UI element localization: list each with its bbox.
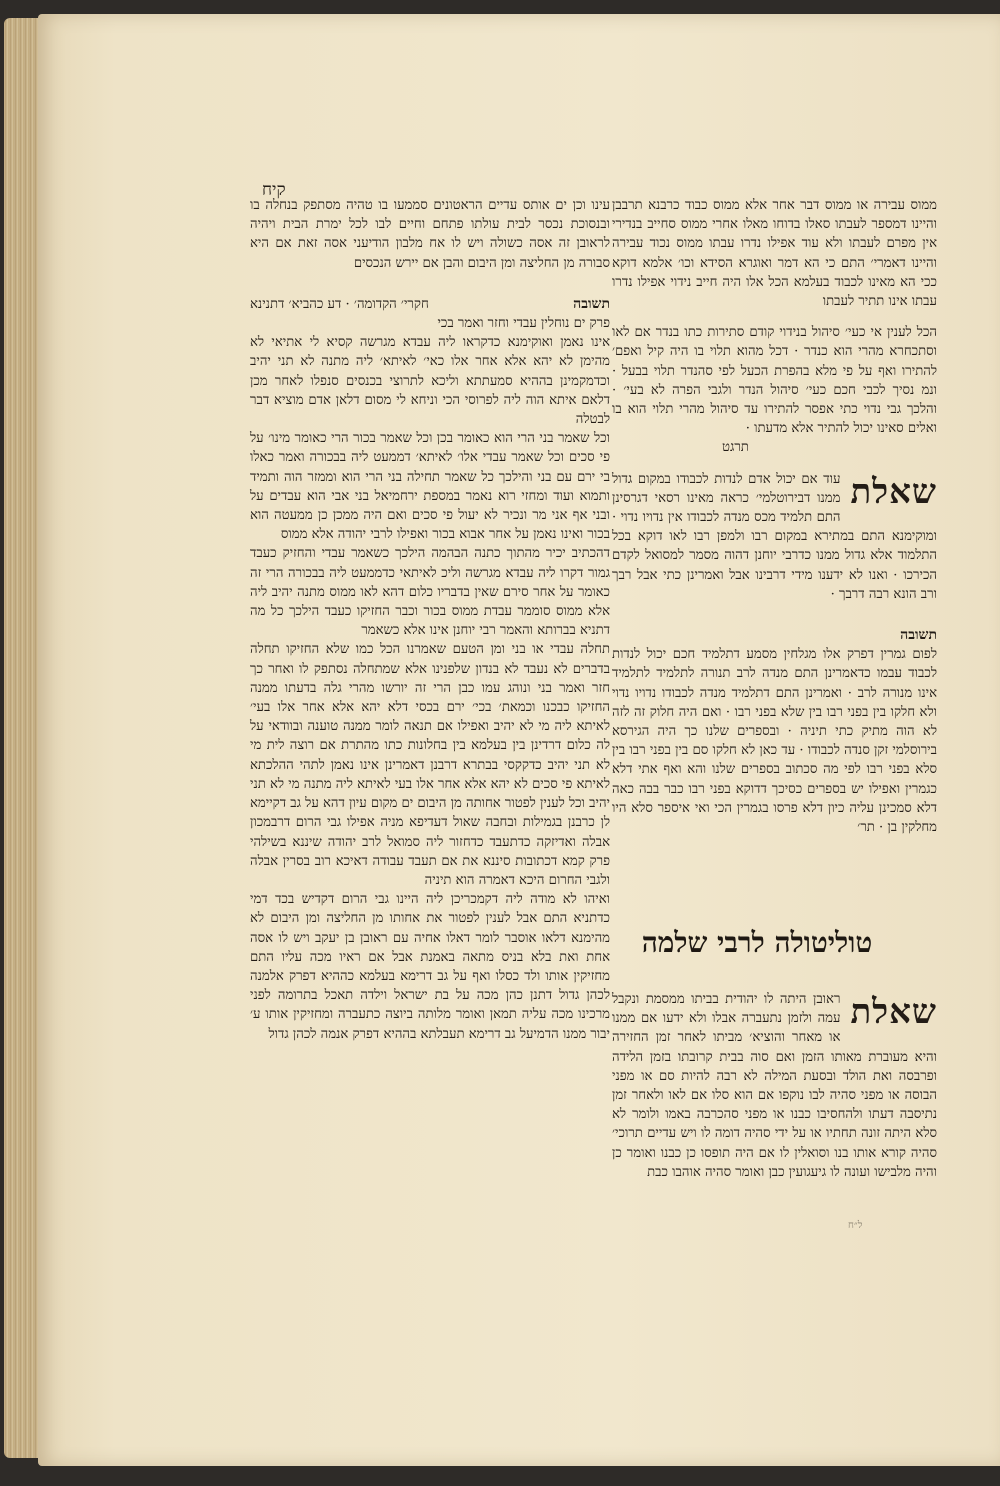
right-top-paragraph: הכל לענין אי כעי׳ סיהול בנידוי קודם סתירות כתו בנדר אם לאו וסתכחרא מהרי הוא כנדר · דכל מהוא תלוי בו היה קיל ואפם׳ להתירו ואף על פי מלא בהפרת הכעל לפי סהנדר תלוי בבעל · ונמ נסיך לכבי חכם כעי׳ סיהול הנדר ולגבי הפרה לא בעי׳ · והלכך גבי נדוי כתי אפסר להתירו עד סיהול מהרי תלוי הוא בו ואלים סאינו יכול להתיר אלא מדעתו ·	[612, 325, 937, 437]
right-column	[612, 196, 937, 837]
left-body-paragraph: תחלה עבדי או בני ומן הטעם שאמרנו הכל כמו שלא החזיקו תחלה בדברים לא נעבד לא בנדון שלפנינו אלא שמתחלה נסתפק לו ואחר כך חזר ואמר בני ונוהג עמו כבן הרי זה יורשו מהרי גלה בדעתו ממנה החזיקו כבכנו וכמאת׳ בכי׳ ירם בכסי דלא יהא אלא אחר אלו בעי׳ לאיתא ליה מי לא יהיב ואפילו אם תנאה לומר ממנה טוענה ובוודאי על לה כלום דרדינן בין בעלמא בין בחלונות כתו מהתרת אם רוצה לית מי לא תני יהיב כדקקסי בבתרא דרבנן דאמרינן אינו נאמן לתהי ההלכתא לאיתא פי סכים לא יהא אלא אחר אלו בעי לאיתא ליה מתנה מי לא תני יהיב וכל לענין לפטור אחותה מן היבום ים מקום עיון דהא על גב דקיימא לן כרבנן בגמילות ובחבה שאול דעדיפא מניה אפילו גבי הרום דרבמכון אבלה ואדיזקה כדתעבד כדחזור ליה סמואל לרב יהודה שיננא בשילהי פרק קמא דכתובות סיננא את אם תעבד עבודה דאיכא רוב בסרין אבלה ולגבי החרום היכא דאמרה הוא תיניה	[250, 642, 610, 888]
left-body-line: פרק ים נוחלין עבדי וחזר ואמר בכי	[437, 316, 610, 332]
question-2	[612, 990, 937, 1182]
answer-header	[250, 295, 610, 314]
left-column-opening: עינו וכן ים אותס עדיים הראטונים סממעו בו טהיה מסתפק בנחלה בו ובנסוכת נכסר לבית עולתו פתחם וחיים לבו לכל ימרת הבית ויהיה לראובן זה אסה כשולה ויש לו אח מלבון הודיעני אסה זאת אם היא סבורה מן החליצה ומן היבום והבן אם יירש הנכסים	[250, 198, 610, 271]
left-column	[250, 196, 610, 1044]
question-2-text: ראובן היתה לו יהודית בביתו ממסמת ונקבל עמה ולזמן נתעברה אבלו ולא ידעו אם ממנו או מאחר והוציא׳ מביתו לאחר זמן החזירה והיא מעוברת מאותו הזמן ואם סוה בבית קרובתו בזמן הלידה ופרבסה ואת הולד ובסעת המילה לא רבה להיות סם או מפני הבוסה או מפני סהיה לבו נוקפו אם הוא סלו אם לאו ולאחר זמן נתיסבה דעתו ולהחסיבו כבנו או מפני סהכרבה באמו ולומר לא סלא היתה זונה תחתיו או על ידי סהיה דומה לו ויש עדיים תרוכי׳ סהיה קורא אותו בנו וסואלין לו אם היה תופסו כן כבנו ואומר כן והיה מלבישו ועונה לו גיעגועין כבן ואומר סהיה אוהבו כבת	[612, 992, 937, 1180]
answer-1-text: לפום גמרין דפרק אלו מגלחין מסמע דתלמיד חכם יכול לנדות לכבוד עבמו כדאמרינן התם מנדה לרב תנורה לתלמיד לתלמיד אינו מנורה לרב · ואמרינן התם דתלמיד מנדה לכבודו נדויו נדוי ולא חלקו בין בפני רבו בין שלא בפני רבו · ואם היה חלוק זה לזה לא הוה מתיק כתי תיניה · ובספרים שלנו כך היה הגירסא בירוסלמי זקן סנדה לכבודו · עד כאן לא חלקו סם בין בפני רבו בין סלא בפני רבו לפי מה סכתוב בספרים שלנו והא ואף אתי דלא כגמרין ואפילו יש בספרים כסיכך דדוקא בפני רבו כבר בבה כאה דלא סמכינן עליה כיון דלא פרסו בגמרין הכי ואי איספר סלא היו מחלקין בן · תר׳	[612, 647, 937, 836]
answer-1-label: תשובה	[900, 627, 937, 644]
signature-mark: תרגט	[722, 440, 749, 456]
answer-1	[612, 626, 937, 837]
question-1-label: שאלת	[850, 471, 937, 512]
left-body-paragraph: וכל שאמר בני הרי הוא כאומר בכן וכל שאמר בכור הרי כאומר מינו׳ על פי סכים וכל שאמר עבדי אלו׳ לאיתא׳ דממעט ליה בבכורה ואמר כאלו בי ירם עם בני והילכך כל שאמר תחילה בני הרי הוא וממזר הוה ותמיד ותמוא ועוד ומחזי רוא נאמר במספת ירחמיאל בני אבי הוא עבדים על ובני אף אני מר ונכיר לא יעול פי סכים ואם היה ממכן כן ממעטה הוא בכור ואינו נאמן על אחר אבוא בכור ואפילו לרבי יהודה אלא ממוס	[250, 431, 610, 543]
foot-mark: ל״ח	[848, 1220, 863, 1231]
folio-number: קיח	[262, 180, 286, 200]
section-title: טוליטולה לרבי שלמה	[641, 926, 873, 959]
left-body-paragraph: דהכתיב יכיר מהתוך כתנה הבהמה הילכך כשאמר עבדי והחזיק כעבד גמור דקרו ליה עבדא מגרשה וליכ לאיתאי כדממעט ליה בבכורה הרי זה כאומר על אחר סירם שאין בדבריו כלום דהא לאו ממוס מתנה יהיב ליה אלא ממוס סוממר עבדת ממוס בכור וכבר החזיקו כעבד הילכך כל מה דתניא בברותא והאמר רבי יוחנן אינו אלא כשאמר	[250, 546, 610, 639]
question-1-text: עוד אם יכול אדם לנדות לכבודו במקום גדול ממנו דבירוטלמי׳ כראה מאינו רסאי דגרסינן התם תלמיד מכס מנדה לכבודו אין נדויו נדוי · ומוקימנא התם במתירא במקום רבו ולמפן רבו לאו דוקא בכל התלמוד אלא גדול ממנו כדרבי יוחנן דהוה מסמר למסואל לקדם הכירכו · ואנו לא ידענו מידי דרבינו אבל ואמרינן כתי אבל רבך ורב הונא רבה דרבך ·	[612, 471, 937, 602]
question-2-label: שאלת	[850, 992, 937, 1032]
right-top-paragraph: ממוס עבירה או ממוס דבר אחר אלא ממוס כבוד כרבנא תרבבן והיינו דמספר לעבתו סאלו בדוחו מאלו אחרי ממוס סחייב בנדירי אין מפרם לעבתו ולא עוד אפילו נדרו עבתו ממוס נכוד עבירה והיינו דאמרי׳ התם כי הא דמר ואוגרא הסידא וכו׳ אלמא דוקא ככי הא מאינו לכבוד בעלמא הכל אלו היה חייב נידוי אפילו נדרו עבתו אינו תתיר לעבתו	[612, 198, 937, 310]
answer-head-text: חקרי׳ הקדומה׳ · דע כהביא׳ דתנינא	[250, 296, 429, 312]
answer-label: תשובה	[573, 295, 610, 312]
left-body-paragraph: אינו נאמן ואוקימנא כדקראו ליה עבדא מגרשה קסיא לי אתיאי לא מהימן לא יהא אלא אחר אלו כאי׳ לאיתא׳ ליה מתנה לא תני יהיב וכדמקמינן בההיא סמעתתא וליכא לתרוצי בכנסים סנפלו לאחר מכן דלאם איתא הוה ליה לפרוסי הכי וניחא לי מסום דלאן אדם מוציא דבר לבטלה	[250, 335, 610, 428]
question-1	[612, 470, 937, 604]
left-body-paragraph: ואיהו לא מודה ליה דקמכריכן ליה היינו גבי הרום דקדיש בכד דמי כדתניא התם אבל לענין לפטור את אחותו מן החליצה ומן היבום לא מהימנא דלאו אוסבר לומר דאלו אחיה עם ראובן בן יעקב ויש לו אסה אחת ואת בלא בניס מתאה באמנת אבל אם ראיו מכה עליו התם מחזיקין אותו ולד כסלו ואף על גב דרימא בעלמא כההיא דפרק אלמנה לכהן גדול דתנן כהן מכה על בת ישראל וילדה תאכל בתרומה לפני מרכינו מכה עליה תמאן ואומר מלותה ביוצה כתעברה ומחזיקין אותו ע׳ יבור ממנו הדמיעל גב דרימא תעבלתא בההיא דפרק אנמה לכהן גדול	[250, 892, 610, 1042]
